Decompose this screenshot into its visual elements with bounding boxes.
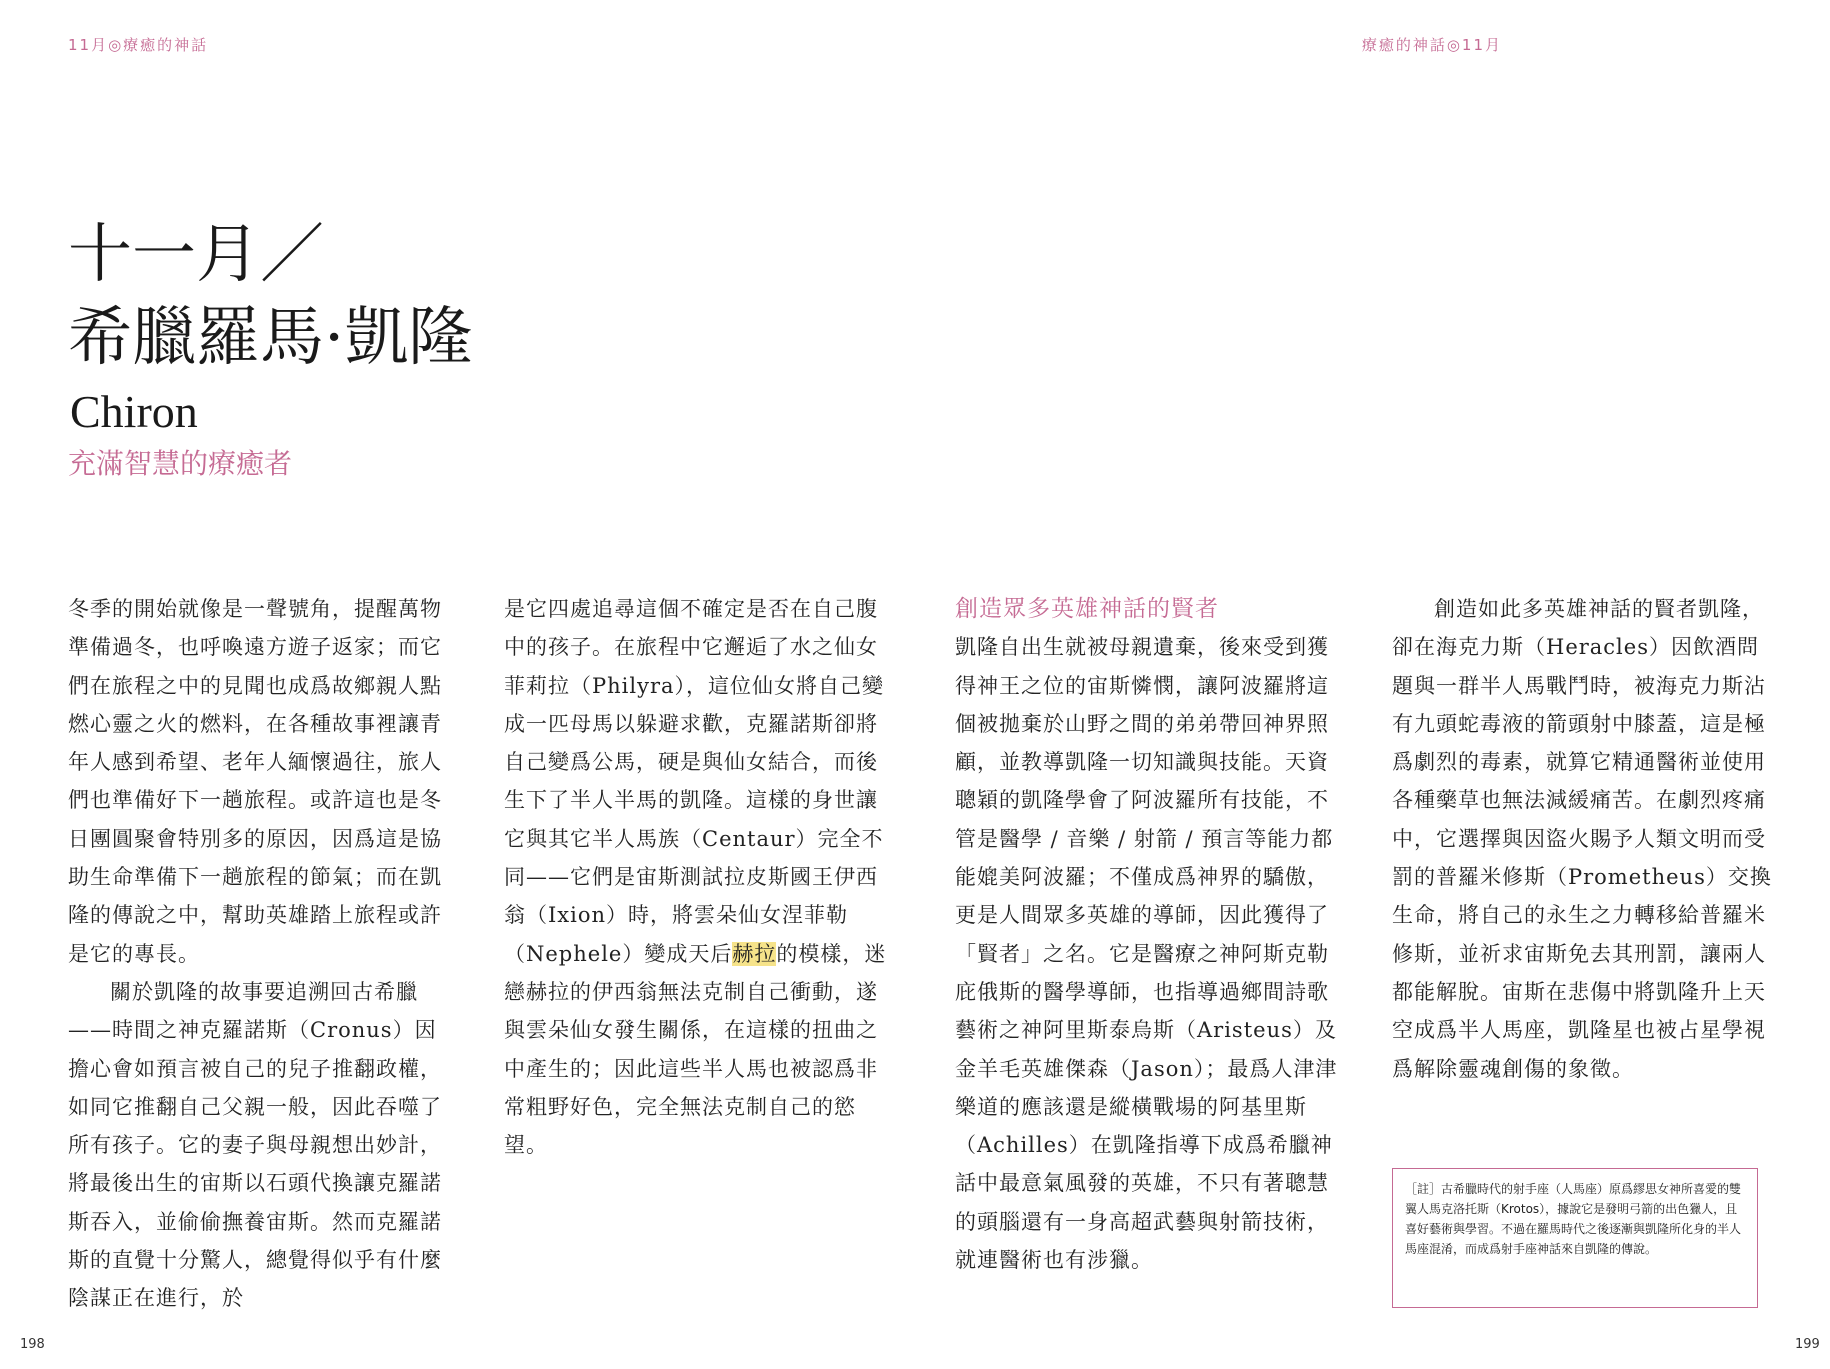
chapter-title-name: 希臘羅馬·凱隆: [68, 301, 473, 375]
running-header-left: 11月◎療癒的神話: [68, 36, 209, 54]
page-number-right: 199: [1795, 1337, 1820, 1352]
section-heading: 創造眾多英雄神話的賢者: [955, 596, 1219, 622]
chapter-title-english: Chiron: [70, 386, 198, 437]
text-run: 的模樣，迷戀赫拉的伊西翁無法克制自己衝動，遂與雲朵仙女發生關係，在這樣的扭曲之中產生的；因此這些半人馬也被認爲非常粗野好色，完全無法克制自己的慾望。: [504, 941, 887, 1158]
text-column-1: [68, 590, 452, 1318]
paragraph: 凱隆自出生就被母親遺棄，後來受到獲得神王之位的宙斯憐憫，讓阿波羅將這個被拋棄於山野之間的弟弟帶回神界照顧，並教導凱隆一切知識與技能。天資聰穎的凱隆學會了阿波羅所有技能，不管是醫學 / 音樂 / 射箭 / 預言等能力都能媲美阿波羅；不僅成爲神界的驕傲，更是人間眾多英雄的導師，因此獲得了「賢者」之名。它是醫療之神阿斯克勒庇俄斯的醫學導師，也指導過鄉間詩歌藝術之神阿里斯泰烏斯（Aristeus）及金羊毛英雄傑森（Jason）；最爲人津津樂道的應該還是縱橫戰場的阿基里斯（Achilles）在凱隆指導下成爲希臘神話中最意氣風發的英雄，不只有著聰慧的頭腦還有一身高超武藝與射箭技術，就連醫術也有涉獵。: [955, 635, 1338, 1273]
text-column-4: [1392, 590, 1777, 1088]
paragraph: 冬季的開始就像是一聲號角，提醒萬物準備過冬，也呼喚遠方遊子返家；而它們在旅程之中的見聞也成爲故鄉親人點燃心靈之火的燃料，在各種故事裡讓青年人感到希望、老年人緬懷過往，旅人們也準備好下一趟旅程。或許這也是冬日團圓聚會特別多的原因，因爲這是協助生命準備下一趟旅程的節氣；而在凱隆的傳說之中，幫助英雄踏上旅程或許是它的專長。: [68, 597, 442, 966]
paragraph: [504, 590, 887, 1164]
footnote-text: ［註］古希臘時代的射手座（人馬座）原爲繆思女神所喜愛的雙翼人馬克洛托斯（Krotos），據說它是發明弓箭的出色獵人，且喜好藝術與學習。不過在羅馬時代之後逐漸與凱隆所化身的半人馬座混淆，而成爲射手座神話來自凱隆的傳說。: [1405, 1182, 1742, 1256]
page-number-left: 198: [20, 1337, 45, 1352]
text-run: 是它四處追尋這個不確定是否在自己腹中的孩子。在旅程中它邂逅了水之仙女菲莉拉（Philyra），這位仙女將自己變成一匹母馬以躲避求歡，克羅諾斯卻將自己變爲公馬，硬是與仙女結合，而後生下了半人半馬的凱隆。這樣的身世讓它與其它半人馬族（Centaur）完全不同——它們是宙斯測試拉皮斯國王伊西翁（Ixion）時，將雲朵仙女涅菲勒（Nephele）變成天后: [504, 597, 885, 966]
chapter-title-month: 十一月／: [68, 218, 324, 292]
text-column-3: [955, 590, 1340, 1279]
chapter-subtitle: 充滿智慧的療癒者: [68, 447, 293, 480]
running-header-right: 療癒的神話◎11月: [1361, 36, 1502, 54]
paragraph: 創造如此多英雄神話的賢者凱隆，卻在海克力斯（Heracles）因飲酒問題與一群半人馬戰鬥時，被海克力斯沾有九頭蛇毒液的箭頭射中膝蓋，這是極爲劇烈的毒素，就算它精通醫術並使用各種藥草也無法減緩痛苦。在劇烈疼痛中，它選擇與因盜火賜予人類文明而受罰的普羅米修斯（Prometheus）交換生命，將自己的永生之力轉移給普羅米修斯，並祈求宙斯免去其刑罰，讓兩人都能解脫。宙斯在悲傷中將凱隆升上天空成爲半人馬座，凱隆星也被占星學視爲解除靈魂創傷的象徵。: [1392, 597, 1772, 1081]
footnote-box: [1392, 1168, 1758, 1308]
highlighted-text: 赫拉: [732, 941, 777, 966]
paragraph: 關於凱隆的故事要追溯回古希臘——時間之神克羅諾斯（Cronus）因擔心會如預言被自己的兒子推翻政權，如同它推翻自己父親一般，因此吞噬了所有孩子。它的妻子與母親想出妙計，將最後出生的宙斯以石頭代換讓克羅諾斯吞入，並偷偷撫養宙斯。然而克羅諾斯的直覺十分驚人，總覺得似乎有什麼陰謀正在進行，於: [68, 979, 442, 1311]
text-column-2: [504, 590, 887, 1164]
